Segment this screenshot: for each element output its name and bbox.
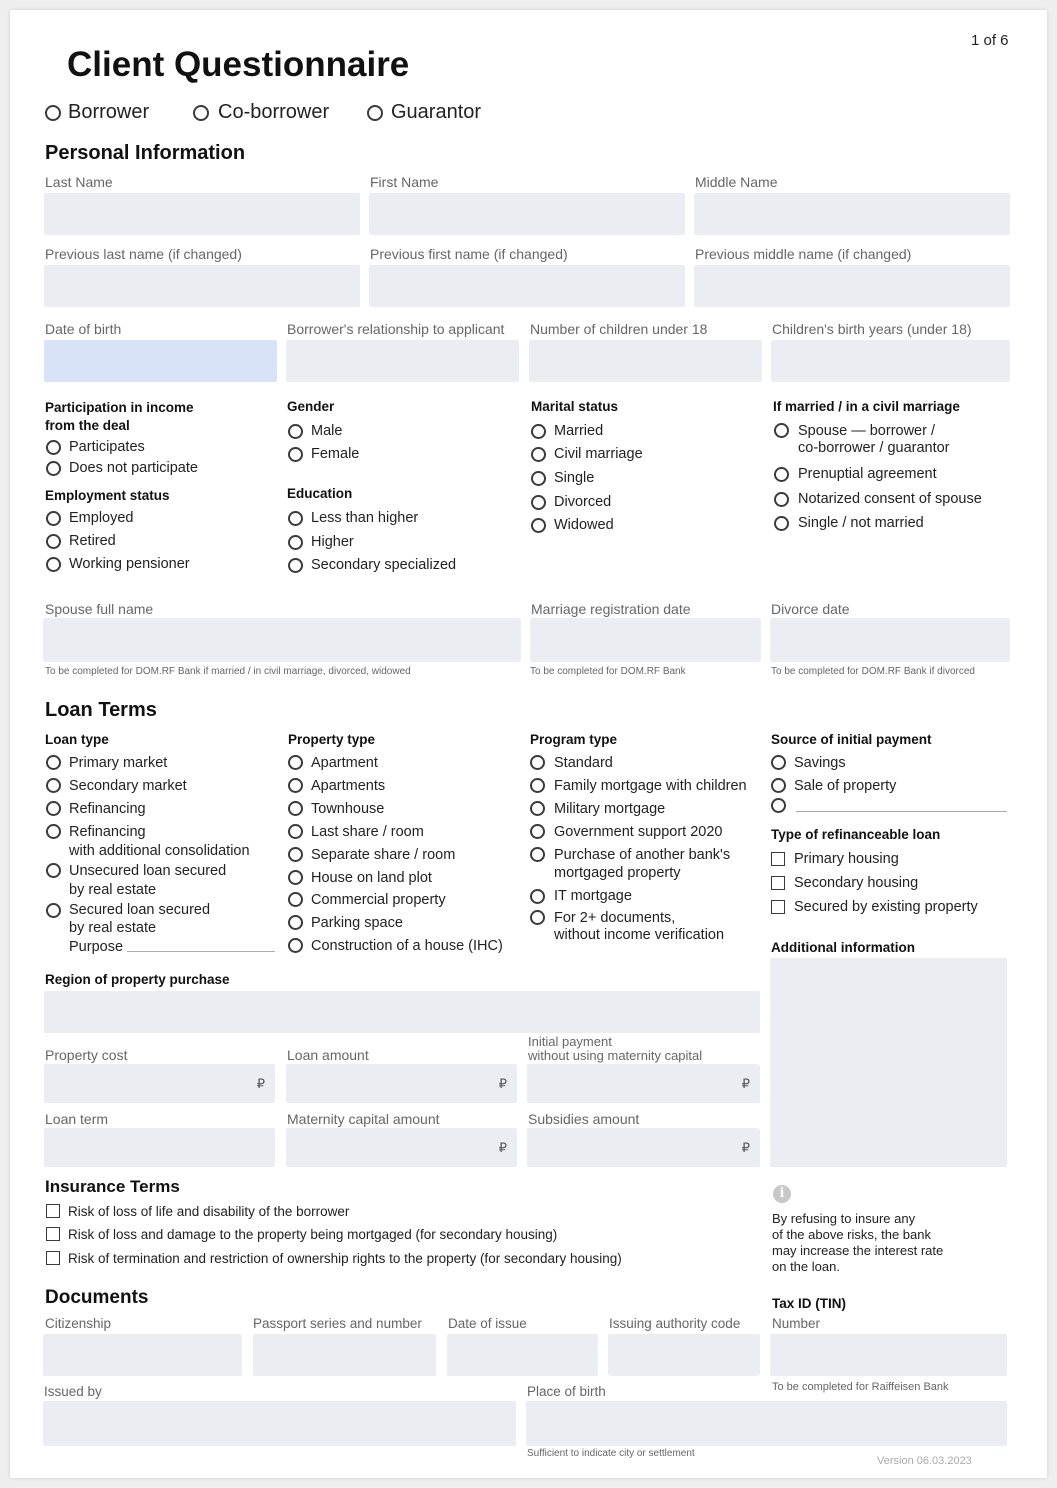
married-label: Married (554, 423, 604, 439)
refinancing-consolidation-label-line2: with additional consolidation (69, 843, 250, 859)
primary-market-label: Primary market (69, 755, 168, 771)
primary-market-radio[interactable] (46, 755, 61, 770)
separate-share-radio[interactable] (288, 847, 303, 862)
family-mortgage-label: Family mortgage with children (554, 778, 747, 794)
property-risk-label: Risk of loss and damage to the property being mortgaged (for secondary housing) (68, 1227, 558, 1242)
military-mortgage-radio[interactable] (530, 801, 545, 816)
insurance-note-line2: of the above risks, the bank (772, 1227, 931, 1242)
less-than-higher-label: Less than higher (311, 510, 419, 526)
male-radio[interactable] (288, 424, 303, 439)
subsidies-label: Subsidies amount (528, 1111, 640, 1127)
title-risk-checkbox[interactable] (46, 1251, 60, 1265)
relationship-label: Borrower's relationship to applicant (287, 321, 505, 337)
gender-heading: Gender (287, 399, 335, 414)
parking-space-label: Parking space (311, 915, 403, 931)
page-title: Client Questionnaire (67, 45, 410, 84)
spouse-name-note: To be completed for DOM.RF Bank if married / in civil marriage, divorced, widowed (45, 666, 411, 677)
construction-radio[interactable] (288, 938, 303, 953)
apartments-radio[interactable] (288, 778, 303, 793)
issue-date-label: Date of issue (448, 1316, 527, 1331)
employed-label: Employed (69, 510, 134, 526)
standard-radio[interactable] (530, 755, 545, 770)
spouse-name-label: Spouse full name (45, 601, 154, 617)
borrower-label: Borrower (68, 101, 150, 123)
it-mortgage-label: IT mortgage (554, 888, 632, 904)
region-field[interactable] (44, 991, 760, 1033)
last-name-field[interactable] (44, 193, 360, 235)
two-documents-label-line1: For 2+ documents, (554, 910, 676, 926)
insurance-heading: Insurance Terms (45, 1177, 180, 1196)
additional-info-heading: Additional information (771, 940, 915, 955)
male-label: Male (311, 423, 343, 439)
insurance-note-line3: may increase the interest rate (772, 1243, 944, 1258)
maternity-capital-label: Maternity capital amount (287, 1111, 440, 1127)
documents-heading: Documents (45, 1287, 149, 1308)
divorced-radio[interactable] (531, 495, 546, 510)
loan-term-field[interactable] (44, 1128, 275, 1167)
prev-middle-name-field[interactable] (694, 265, 1010, 307)
life-risk-checkbox[interactable] (46, 1204, 60, 1218)
purpose-label: Purpose (69, 939, 124, 955)
life-risk-label: Risk of loss of life and disability of the borrower (68, 1204, 350, 1219)
commercial-property-radio[interactable] (288, 892, 303, 907)
marriage-date-field[interactable] (530, 618, 761, 662)
program-type-heading: Program type (530, 732, 618, 747)
prenuptial-label: Prenuptial agreement (798, 466, 937, 482)
primary-housing-checkbox[interactable] (771, 852, 785, 866)
co-borrower-label: Co-borrower (218, 101, 330, 123)
secondary-housing-label: Secondary housing (794, 875, 919, 891)
birth-place-note: Sufficient to indicate city or settlement (527, 1448, 695, 1459)
dob-label: Date of birth (45, 321, 122, 337)
children-years-field[interactable] (771, 340, 1010, 382)
secured-existing-checkbox[interactable] (771, 900, 785, 914)
borrower-radio[interactable] (45, 105, 61, 121)
passport-field[interactable] (253, 1334, 436, 1376)
apartment-label: Apartment (311, 755, 378, 771)
female-label: Female (311, 446, 360, 462)
employment-heading: Employment status (45, 488, 170, 503)
two-documents-radio[interactable] (530, 910, 545, 925)
maternity-capital-field[interactable] (286, 1128, 517, 1167)
ruble-sign: ₽ (498, 1140, 507, 1155)
divorced-label: Divorced (554, 494, 612, 510)
initial-payment-label-line2: without using maternity capital (528, 1048, 703, 1063)
single-not-married-radio[interactable] (774, 516, 789, 531)
questionnaire-page (10, 10, 1047, 1478)
primary-housing-label: Primary housing (794, 851, 899, 867)
retired-label: Retired (69, 533, 116, 549)
marital-heading: Marital status (531, 399, 619, 414)
birth-place-field[interactable] (526, 1401, 1007, 1446)
if-married-heading: If married / in a civil marriage (773, 399, 960, 414)
another-bank-label-line1: Purchase of another bank's (554, 847, 731, 863)
spouse-borrower-label-line2: co-borrower / guarantor (798, 440, 950, 456)
commercial-property-label: Commercial property (311, 892, 446, 908)
marriage-date-note: To be completed for DOM.RF Bank (530, 666, 686, 677)
spouse-borrower-label-line1: Spouse — borrower / (798, 423, 936, 439)
divorce-date-label: Divorce date (771, 601, 850, 617)
sale-of-property-radio[interactable] (771, 778, 786, 793)
higher-label: Higher (311, 534, 354, 550)
education-heading: Education (287, 486, 353, 501)
initial-payment-field[interactable] (527, 1064, 760, 1103)
refinancing-label: Refinancing (69, 801, 146, 817)
co-borrower-radio[interactable] (193, 105, 209, 121)
passport-label: Passport series and number (253, 1316, 422, 1331)
refinancing-consolidation-label-line1: Refinancing (69, 824, 146, 840)
prev-first-name-label: Previous first name (if changed) (370, 246, 568, 262)
refinancing-consolidation-radio[interactable] (46, 824, 61, 839)
notarized-consent-label: Notarized consent of spouse (798, 491, 982, 507)
secondary-market-label: Secondary market (69, 778, 187, 794)
gov-support-label: Government support 2020 (554, 824, 723, 840)
single-not-married-label: Single / not married (798, 515, 924, 531)
loan-type-heading: Loan type (45, 732, 109, 747)
female-radio[interactable] (288, 447, 303, 462)
property-cost-label: Property cost (45, 1047, 128, 1063)
married-radio[interactable] (531, 424, 546, 439)
title-risk-label: Risk of termination and restriction of ownership rights to the property (for secondary housing) (68, 1251, 622, 1266)
secondary-market-radio[interactable] (46, 778, 61, 793)
apartments-label: Apartments (311, 778, 386, 794)
prev-last-name-label: Previous last name (if changed) (45, 246, 242, 262)
last-share-label: Last share / room (311, 824, 424, 840)
property-type-heading: Property type (288, 732, 376, 747)
tin-number-label: Number (772, 1316, 821, 1331)
another-bank-label-line2: mortgaged property (554, 865, 681, 881)
separate-share-label: Separate share / room (311, 847, 456, 863)
participation-heading-line1: Participation in income (45, 400, 194, 415)
does-not-participate-label: Does not participate (69, 460, 198, 476)
secured-loan-label-line2: by real estate (69, 920, 157, 936)
version-label: Version 06.03.2023 (877, 1455, 972, 1467)
retired-radio[interactable] (46, 534, 61, 549)
unsecured-loan-label-line2: by real estate (69, 882, 157, 898)
other-source-input-line[interactable] (796, 811, 1007, 812)
property-risk-checkbox[interactable] (46, 1227, 60, 1241)
widowed-label: Widowed (554, 517, 614, 533)
prev-middle-name-label: Previous middle name (if changed) (695, 246, 912, 262)
prev-first-name-field[interactable] (369, 265, 685, 307)
divorce-date-note: To be completed for DOM.RF Bank if divorced (771, 666, 975, 677)
middle-name-field[interactable] (694, 193, 1010, 235)
secondary-specialized-label: Secondary specialized (311, 557, 457, 573)
region-heading: Region of property purchase (45, 972, 230, 987)
participation-heading-line2: from the deal (45, 418, 130, 433)
less-than-higher-radio[interactable] (288, 511, 303, 526)
participates-radio[interactable] (46, 440, 61, 455)
military-mortgage-label: Military mortgage (554, 801, 666, 817)
employed-radio[interactable] (46, 511, 61, 526)
loan-terms-heading: Loan Terms (45, 699, 157, 721)
secondary-specialized-radio[interactable] (288, 558, 303, 573)
parking-space-radio[interactable] (288, 915, 303, 930)
standard-label: Standard (554, 755, 613, 771)
additional-info-field[interactable] (770, 958, 1007, 1167)
it-mortgage-radio[interactable] (530, 889, 545, 904)
ruble-sign: ₽ (741, 1140, 750, 1155)
last-share-radio[interactable] (288, 824, 303, 839)
issued-by-field[interactable] (43, 1401, 516, 1446)
children-years-label: Children's birth years (under 18) (772, 321, 972, 337)
refi-loan-type-heading: Type of refinanceable loan (771, 827, 941, 842)
apartment-radio[interactable] (288, 755, 303, 770)
construction-label: Construction of a house (IHC) (311, 938, 503, 954)
single-label: Single (554, 470, 595, 486)
other-source-radio[interactable] (771, 798, 786, 813)
working-pensioner-radio[interactable] (46, 557, 61, 572)
citizenship-field[interactable] (43, 1334, 242, 1376)
prev-last-name-field[interactable] (44, 265, 360, 307)
single-radio[interactable] (531, 471, 546, 486)
dob-field[interactable] (44, 340, 277, 382)
relationship-field[interactable] (286, 340, 519, 382)
tin-number-field[interactable] (770, 1334, 1007, 1376)
civil-marriage-label: Civil marriage (554, 446, 643, 462)
guarantor-radio[interactable] (367, 105, 383, 121)
gov-support-radio[interactable] (530, 824, 545, 839)
does-not-participate-radio[interactable] (46, 461, 61, 476)
prenuptial-radio[interactable] (774, 467, 789, 482)
authority-code-label: Issuing authority code (609, 1316, 741, 1331)
purpose-input-line[interactable] (127, 951, 275, 952)
unsecured-loan-label-line1: Unsecured loan secured (69, 863, 227, 879)
ruble-sign: ₽ (498, 1076, 507, 1091)
sale-of-property-label: Sale of property (794, 778, 897, 794)
info-icon: i (773, 1185, 791, 1203)
two-documents-label-line2: without income verification (554, 927, 725, 943)
authority-code-field[interactable] (608, 1334, 760, 1376)
citizenship-label: Citizenship (45, 1316, 112, 1331)
refinancing-radio[interactable] (46, 801, 61, 816)
secured-existing-label: Secured by existing property (794, 899, 978, 915)
secured-loan-label-line1: Secured loan secured (69, 902, 211, 918)
first-name-label: First Name (370, 174, 439, 190)
divorce-date-field[interactable] (770, 618, 1010, 662)
initial-payment-source-heading: Source of initial payment (771, 732, 932, 747)
middle-name-label: Middle Name (695, 174, 778, 190)
unsecured-loan-radio[interactable] (46, 863, 61, 878)
savings-radio[interactable] (771, 755, 786, 770)
subsidies-field[interactable] (527, 1128, 760, 1167)
ruble-sign: ₽ (256, 1076, 265, 1091)
issued-by-label: Issued by (44, 1384, 102, 1399)
ruble-sign: ₽ (741, 1076, 750, 1091)
notarized-consent-radio[interactable] (774, 492, 789, 507)
townhouse-radio[interactable] (288, 801, 303, 816)
loan-amount-label: Loan amount (287, 1047, 369, 1063)
loan-amount-field[interactable] (286, 1064, 517, 1103)
first-name-field[interactable] (369, 193, 685, 235)
tin-heading: Tax ID (TIN) (772, 1296, 846, 1311)
participates-label: Participates (69, 439, 145, 455)
secured-loan-radio[interactable] (46, 903, 61, 918)
insurance-note-line1: By refusing to insure any (772, 1211, 916, 1226)
spouse-name-field[interactable] (43, 618, 521, 662)
higher-radio[interactable] (288, 535, 303, 550)
insurance-note-line4: on the loan. (772, 1259, 840, 1274)
savings-label: Savings (794, 755, 846, 771)
family-mortgage-radio[interactable] (530, 778, 545, 793)
spouse-borrower-radio[interactable] (774, 423, 789, 438)
property-cost-field[interactable] (44, 1064, 275, 1103)
children-count-field[interactable] (529, 340, 762, 382)
another-bank-radio[interactable] (530, 847, 545, 862)
house-on-land-radio[interactable] (288, 870, 303, 885)
widowed-radio[interactable] (531, 518, 546, 533)
tin-note: To be completed for Raiffeisen Bank (772, 1381, 949, 1393)
marriage-date-label: Marriage registration date (531, 601, 691, 617)
guarantor-label: Guarantor (391, 101, 482, 123)
working-pensioner-label: Working pensioner (69, 556, 190, 572)
house-on-land-label: House on land plot (311, 870, 432, 886)
personal-info-heading: Personal Information (45, 142, 246, 164)
birth-place-label: Place of birth (527, 1384, 606, 1399)
issue-date-field[interactable] (447, 1334, 598, 1376)
page-indicator: 1 of 6 (971, 32, 1009, 49)
initial-payment-label-line1: Initial payment (528, 1034, 612, 1049)
townhouse-label: Townhouse (311, 801, 385, 817)
loan-term-label: Loan term (45, 1111, 109, 1127)
civil-marriage-radio[interactable] (531, 447, 546, 462)
secondary-housing-checkbox[interactable] (771, 876, 785, 890)
children-count-label: Number of children under 18 (530, 321, 708, 337)
last-name-label: Last Name (45, 174, 113, 190)
